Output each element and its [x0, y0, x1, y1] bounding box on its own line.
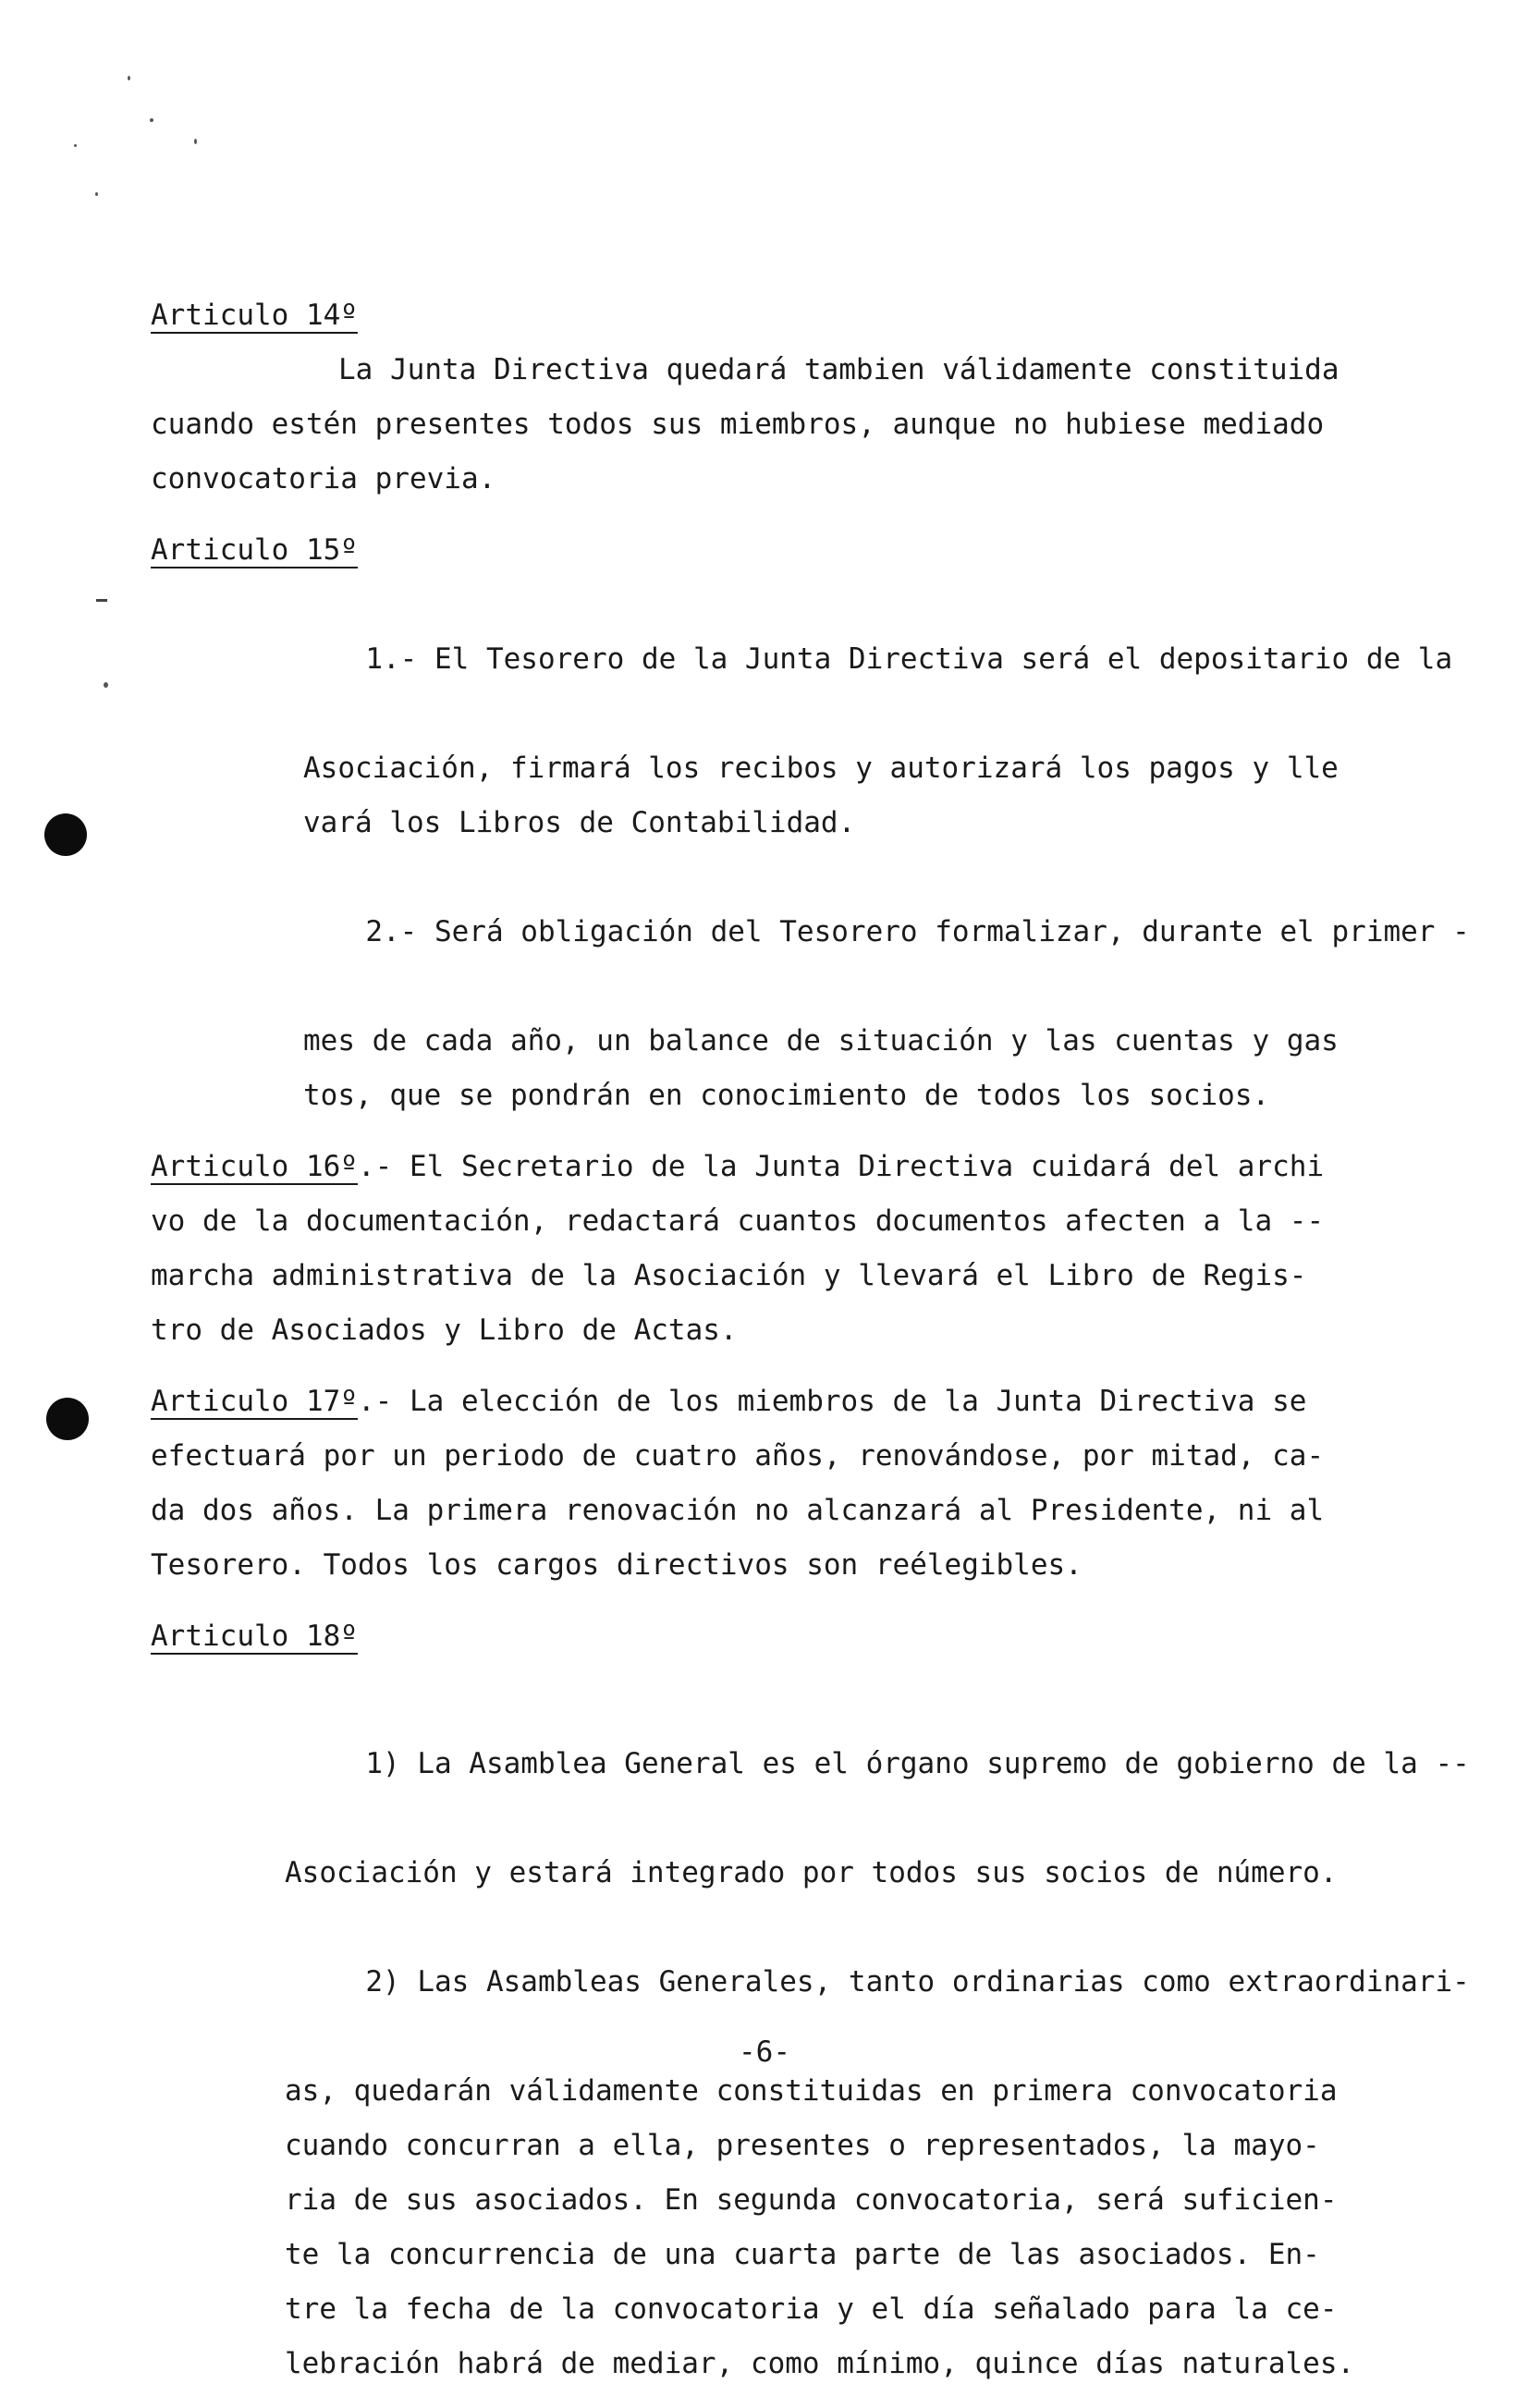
item-line: El Tesorero de la Junta Directiva será el depositario de la [434, 642, 1453, 676]
article-16-heading: Articulo 16º [151, 1150, 358, 1183]
article-18 [151, 1609, 1470, 2391]
hole-punch-mark [46, 1398, 89, 1440]
item-line: vará los Libros de Contabilidad. [303, 806, 856, 839]
article-15 [151, 523, 1470, 1123]
item-line: tos, que se pondrán en conocimiento de todos los socios. [303, 1079, 1270, 1112]
article-17-line: efectuará por un periodo de cuatro años, renovándose, por mitad, ca- [151, 1439, 1325, 1473]
item-line: ria de sus asociados. En segunda convocatoria, será suficien- [285, 2183, 1338, 2217]
article-17-line: Tesorero. Todos los cargos directivos son reélegibles. [151, 1548, 1083, 1582]
article-14-line: cuando estén presentes todos sus miembros, aunque no hubiese mediado [151, 408, 1325, 441]
article-17-first-line [151, 1375, 1445, 1429]
item-line: tre la fecha de la convocatoria y el día señalado para la ce- [285, 2292, 1338, 2326]
item-number: 2) [365, 1965, 400, 1999]
scan-speck [74, 144, 77, 147]
item-line: mes de cada año, un balance de situación y las cuentas y gas [303, 1024, 1339, 1057]
document-body [151, 288, 1470, 2408]
scan-speck [128, 76, 130, 80]
item-line: te la concurrencia de una cuarta parte de las asociados. En- [285, 2238, 1320, 2271]
item-line: Las Asambleas Generales, tanto ordinarias como extraordinari- [417, 1965, 1470, 1999]
hole-punch-mark [44, 813, 87, 856]
article-14-line: La Junta Directiva quedará tambien válidamente constituida [338, 353, 1339, 386]
scan-speck [194, 139, 197, 144]
article-17 [151, 1375, 1445, 1593]
article-14-line: convocatoria previa. [151, 462, 496, 495]
article-16 [151, 1140, 1445, 1358]
article-17-text: .- La elección de los miembros de la Junta Directiva se [357, 1385, 1307, 1418]
article-16-first-line [151, 1140, 1445, 1194]
item-line: cuando concurran a ella, presentes o representados, la mayo- [285, 2129, 1320, 2162]
article-15-item [151, 850, 1470, 1014]
article-16-line: marcha administrativa de la Asociación y llevará el Libro de Regis- [151, 1259, 1307, 1292]
item-number: 2.- [365, 915, 418, 948]
article-16-line: tro de Asociados y Libro de Actas. [151, 1314, 738, 1347]
article-18-heading: Articulo 18º [151, 1620, 358, 1653]
item-line: La Asamblea General es el órgano supremo de gobierno de la -- [417, 1747, 1470, 1780]
scan-speck [104, 682, 108, 688]
article-14-heading: Articulo 14º [151, 299, 358, 332]
item-line: Asociación y estará integrado por todos sus socios de número. [285, 1856, 1338, 1889]
item-number: 1) [365, 1747, 400, 1780]
article-16-text: .- El Secretario de la Junta Directiva cuidará del archi [357, 1150, 1325, 1183]
scan-mark [96, 599, 107, 602]
article-17-heading: Articulo 17º [151, 1385, 358, 1418]
item-line: Será obligación del Tesorero formalizar, durante el primer - [434, 915, 1470, 948]
page-number: -6- [739, 2035, 790, 2069]
scan-speck [150, 118, 153, 122]
article-17-line: da dos años. La primera renovación no alcanzará al Presidente, ni al [151, 1494, 1325, 1527]
item-line: as, quedarán válidamente constituidas en primera convocatoria [285, 2074, 1338, 2108]
article-15-item [151, 578, 1453, 741]
item-number: 1.- [365, 642, 418, 676]
article-16-line: vo de la documentación, redactará cuantos documentos afecten a la -- [151, 1204, 1325, 1238]
article-14 [151, 288, 1445, 507]
item-line: lebración habrá de mediar, como mínimo, quince días naturales. [285, 2347, 1355, 2380]
article-15-heading: Articulo 15º [151, 533, 358, 567]
item-line: Asociación, firmará los recibos y autorizará los pagos y lle [303, 752, 1339, 785]
scan-speck [95, 192, 98, 196]
article-18-item [151, 1682, 1470, 1846]
